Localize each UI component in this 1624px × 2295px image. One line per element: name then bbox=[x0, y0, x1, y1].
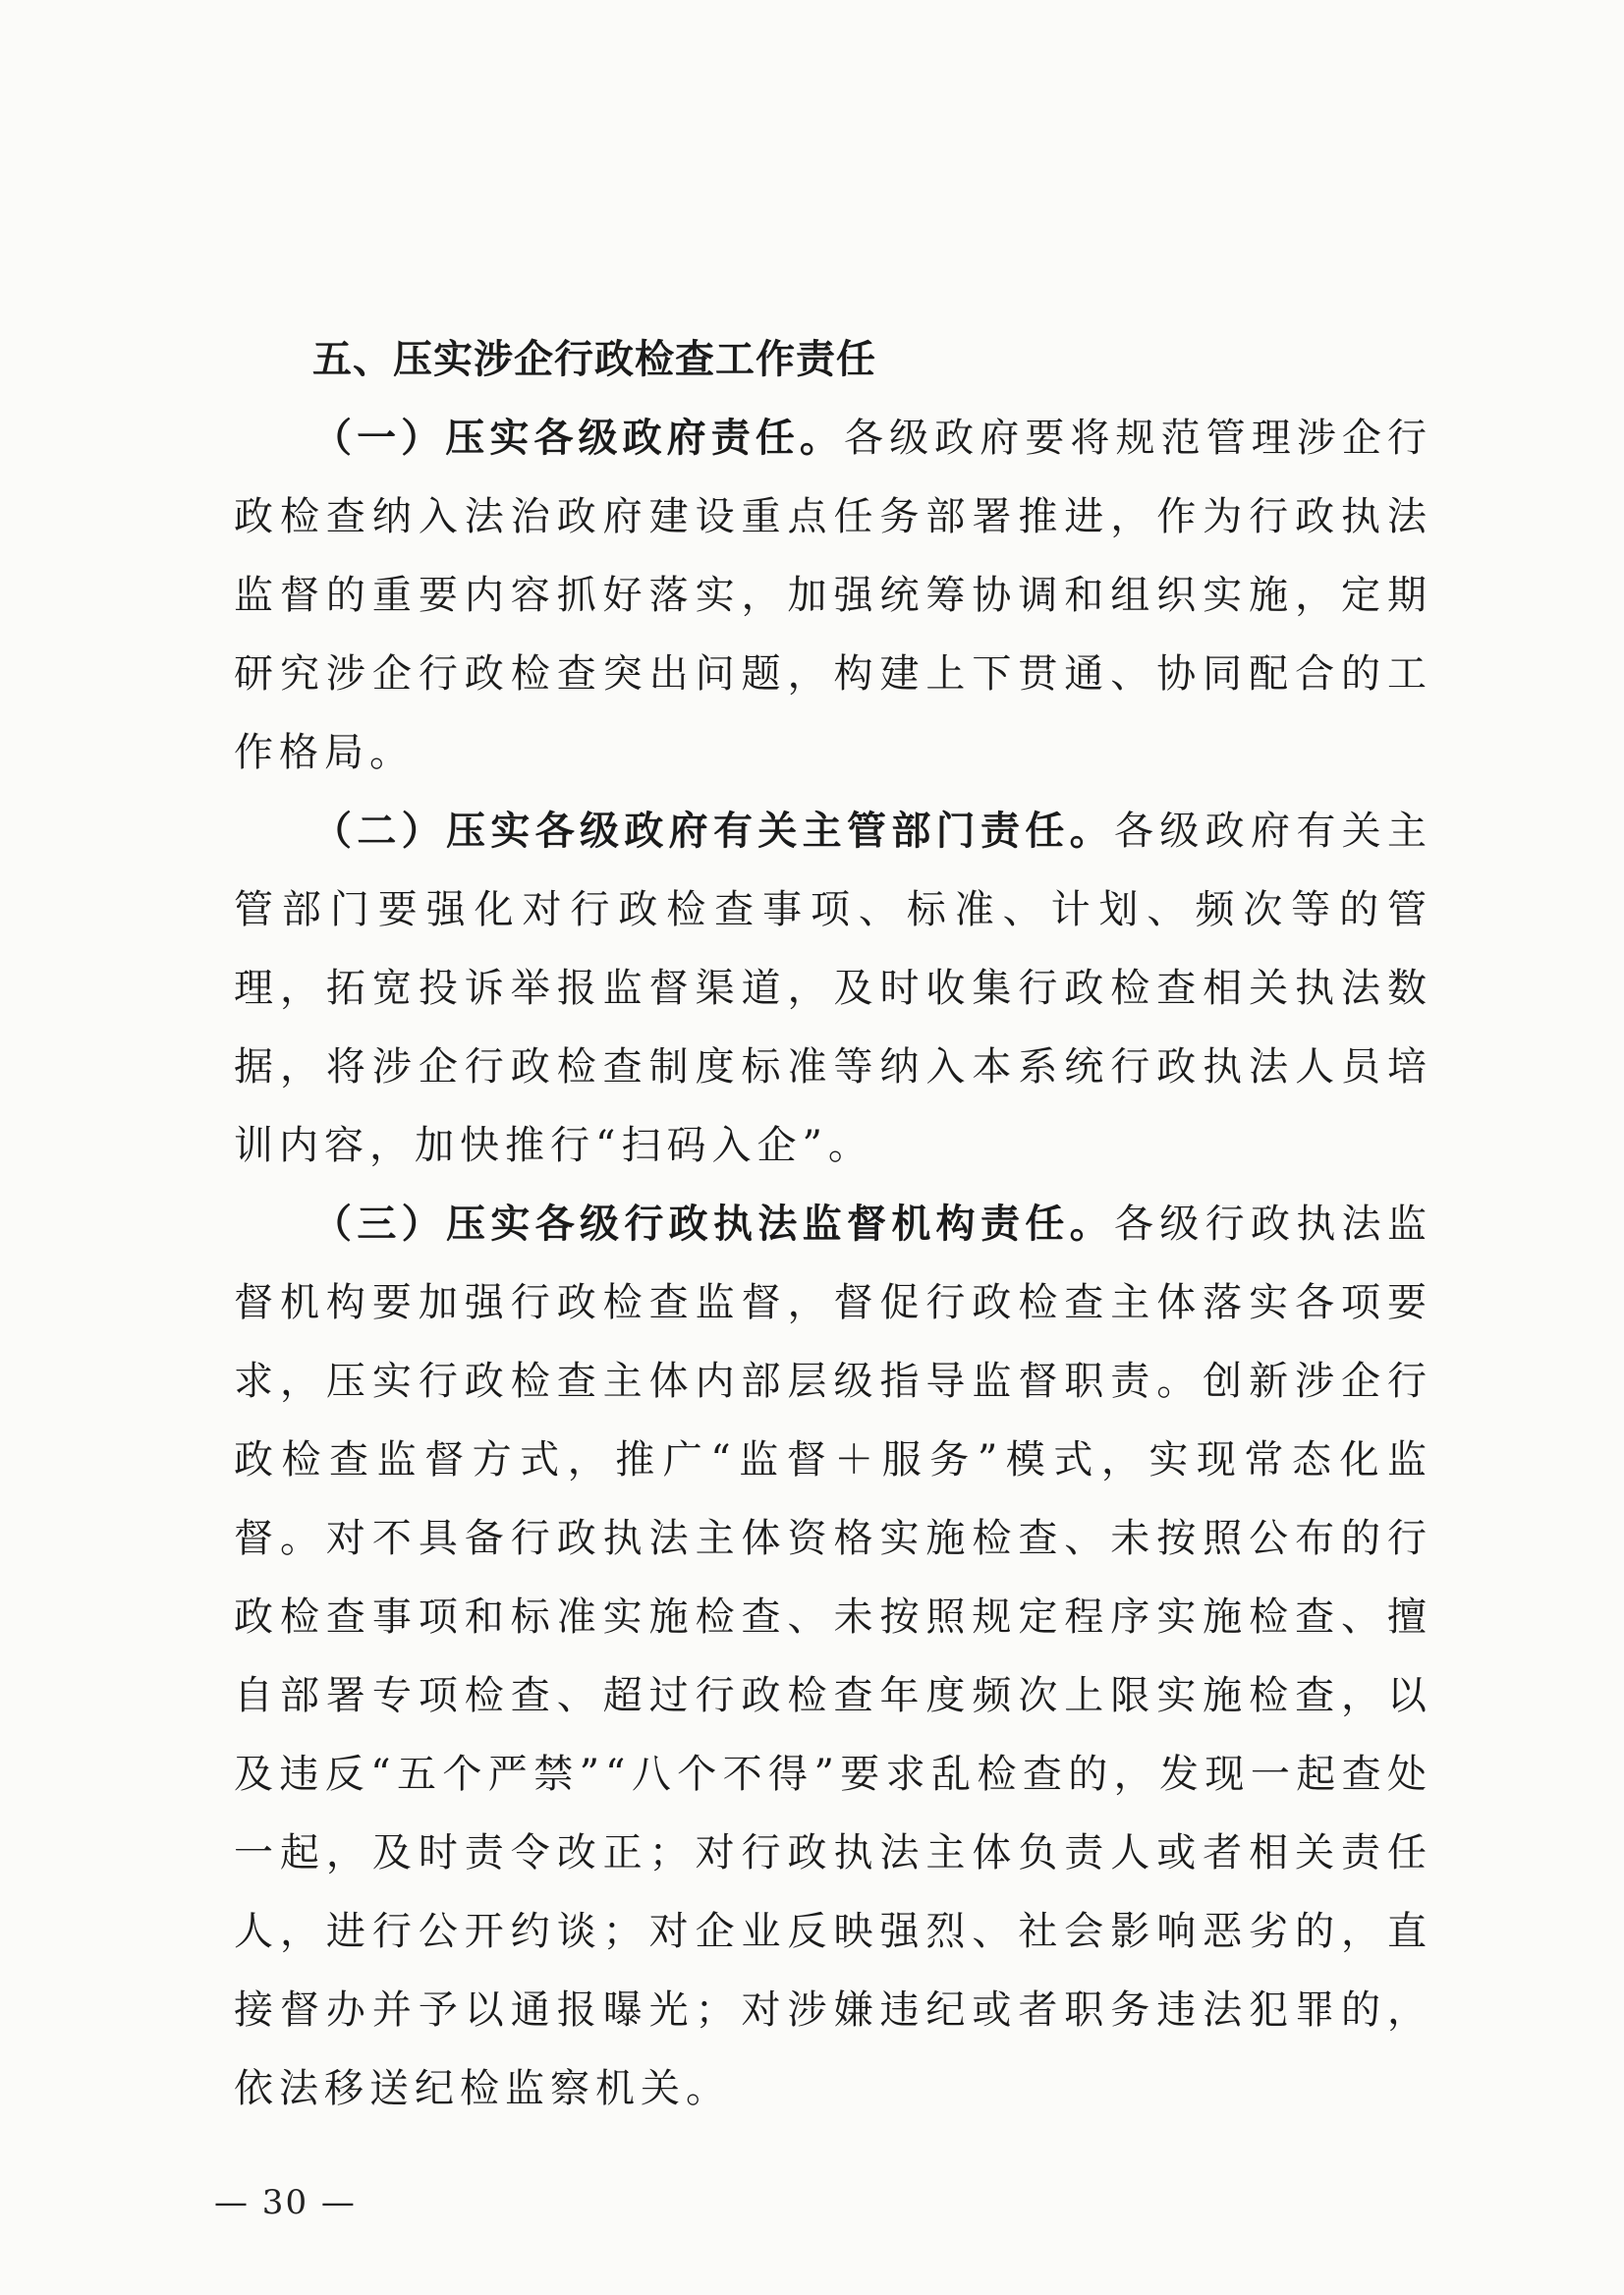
paragraph-3 bbox=[234, 1185, 1432, 2128]
section-heading: 五、压实涉企行政检查工作责任 bbox=[312, 337, 876, 382]
paragraph-1-title: （一）压实各级政府责任。 bbox=[312, 416, 844, 461]
paragraph-3-title: （三）压实各级行政执法监督机构责任。 bbox=[312, 1202, 1114, 1247]
paragraph-2-title: （二）压实各级政府有关主管部门责任。 bbox=[312, 809, 1114, 854]
paragraph-2-body: 各级政府有关主管部门要强化对行政检查事项、标准、计划、频次等的管理，拓宽投诉举报监督渠道，及时收集行政检查相关执法数据，将涉企行政检查制度标准等纳入本系统行政执法人员培训内容，加快推行“扫码入企”。 bbox=[234, 809, 1432, 1168]
paragraph-2 bbox=[234, 792, 1432, 1185]
paragraph-1-body: 各级政府要将规范管理涉企行政检查纳入法治政府建设重点任务部署推进，作为行政执法监督的重要内容抓好落实，加强统筹协调和组织实施，定期研究涉企行政检查突出问题，构建上下贯通、协同配合的工作格局。 bbox=[234, 416, 1432, 775]
paragraph-1 bbox=[234, 399, 1432, 792]
page-number: — 30 — bbox=[214, 2183, 357, 2222]
paragraph-3-body: 各级行政执法监督机构要加强行政检查监督，督促行政检查主体落实各项要求，压实行政检查主体内部层级指导监督职责。创新涉企行政检查监督方式，推广“监督＋服务”模式，实现常态化监督。对不具备行政执法主体资格实施检查、未按照公布的行政检查事项和标准实施检查、未按照规定程序实施检查、擅自部署专项检查、超过行政检查年度频次上限实施检查，以及违反“五个严禁”“八个不得”要求乱检查的，发现一起查处一起，及时责令改正；对行政执法主体负责人或者相关责任人，进行公开约谈；对企业反映强烈、社会影响恶劣的，直接督办并予以通报曝光；对涉嫌违纪或者职务违法犯罪的，依法移送纪检监察机关。 bbox=[234, 1202, 1432, 2111]
document-body bbox=[234, 320, 1432, 2128]
